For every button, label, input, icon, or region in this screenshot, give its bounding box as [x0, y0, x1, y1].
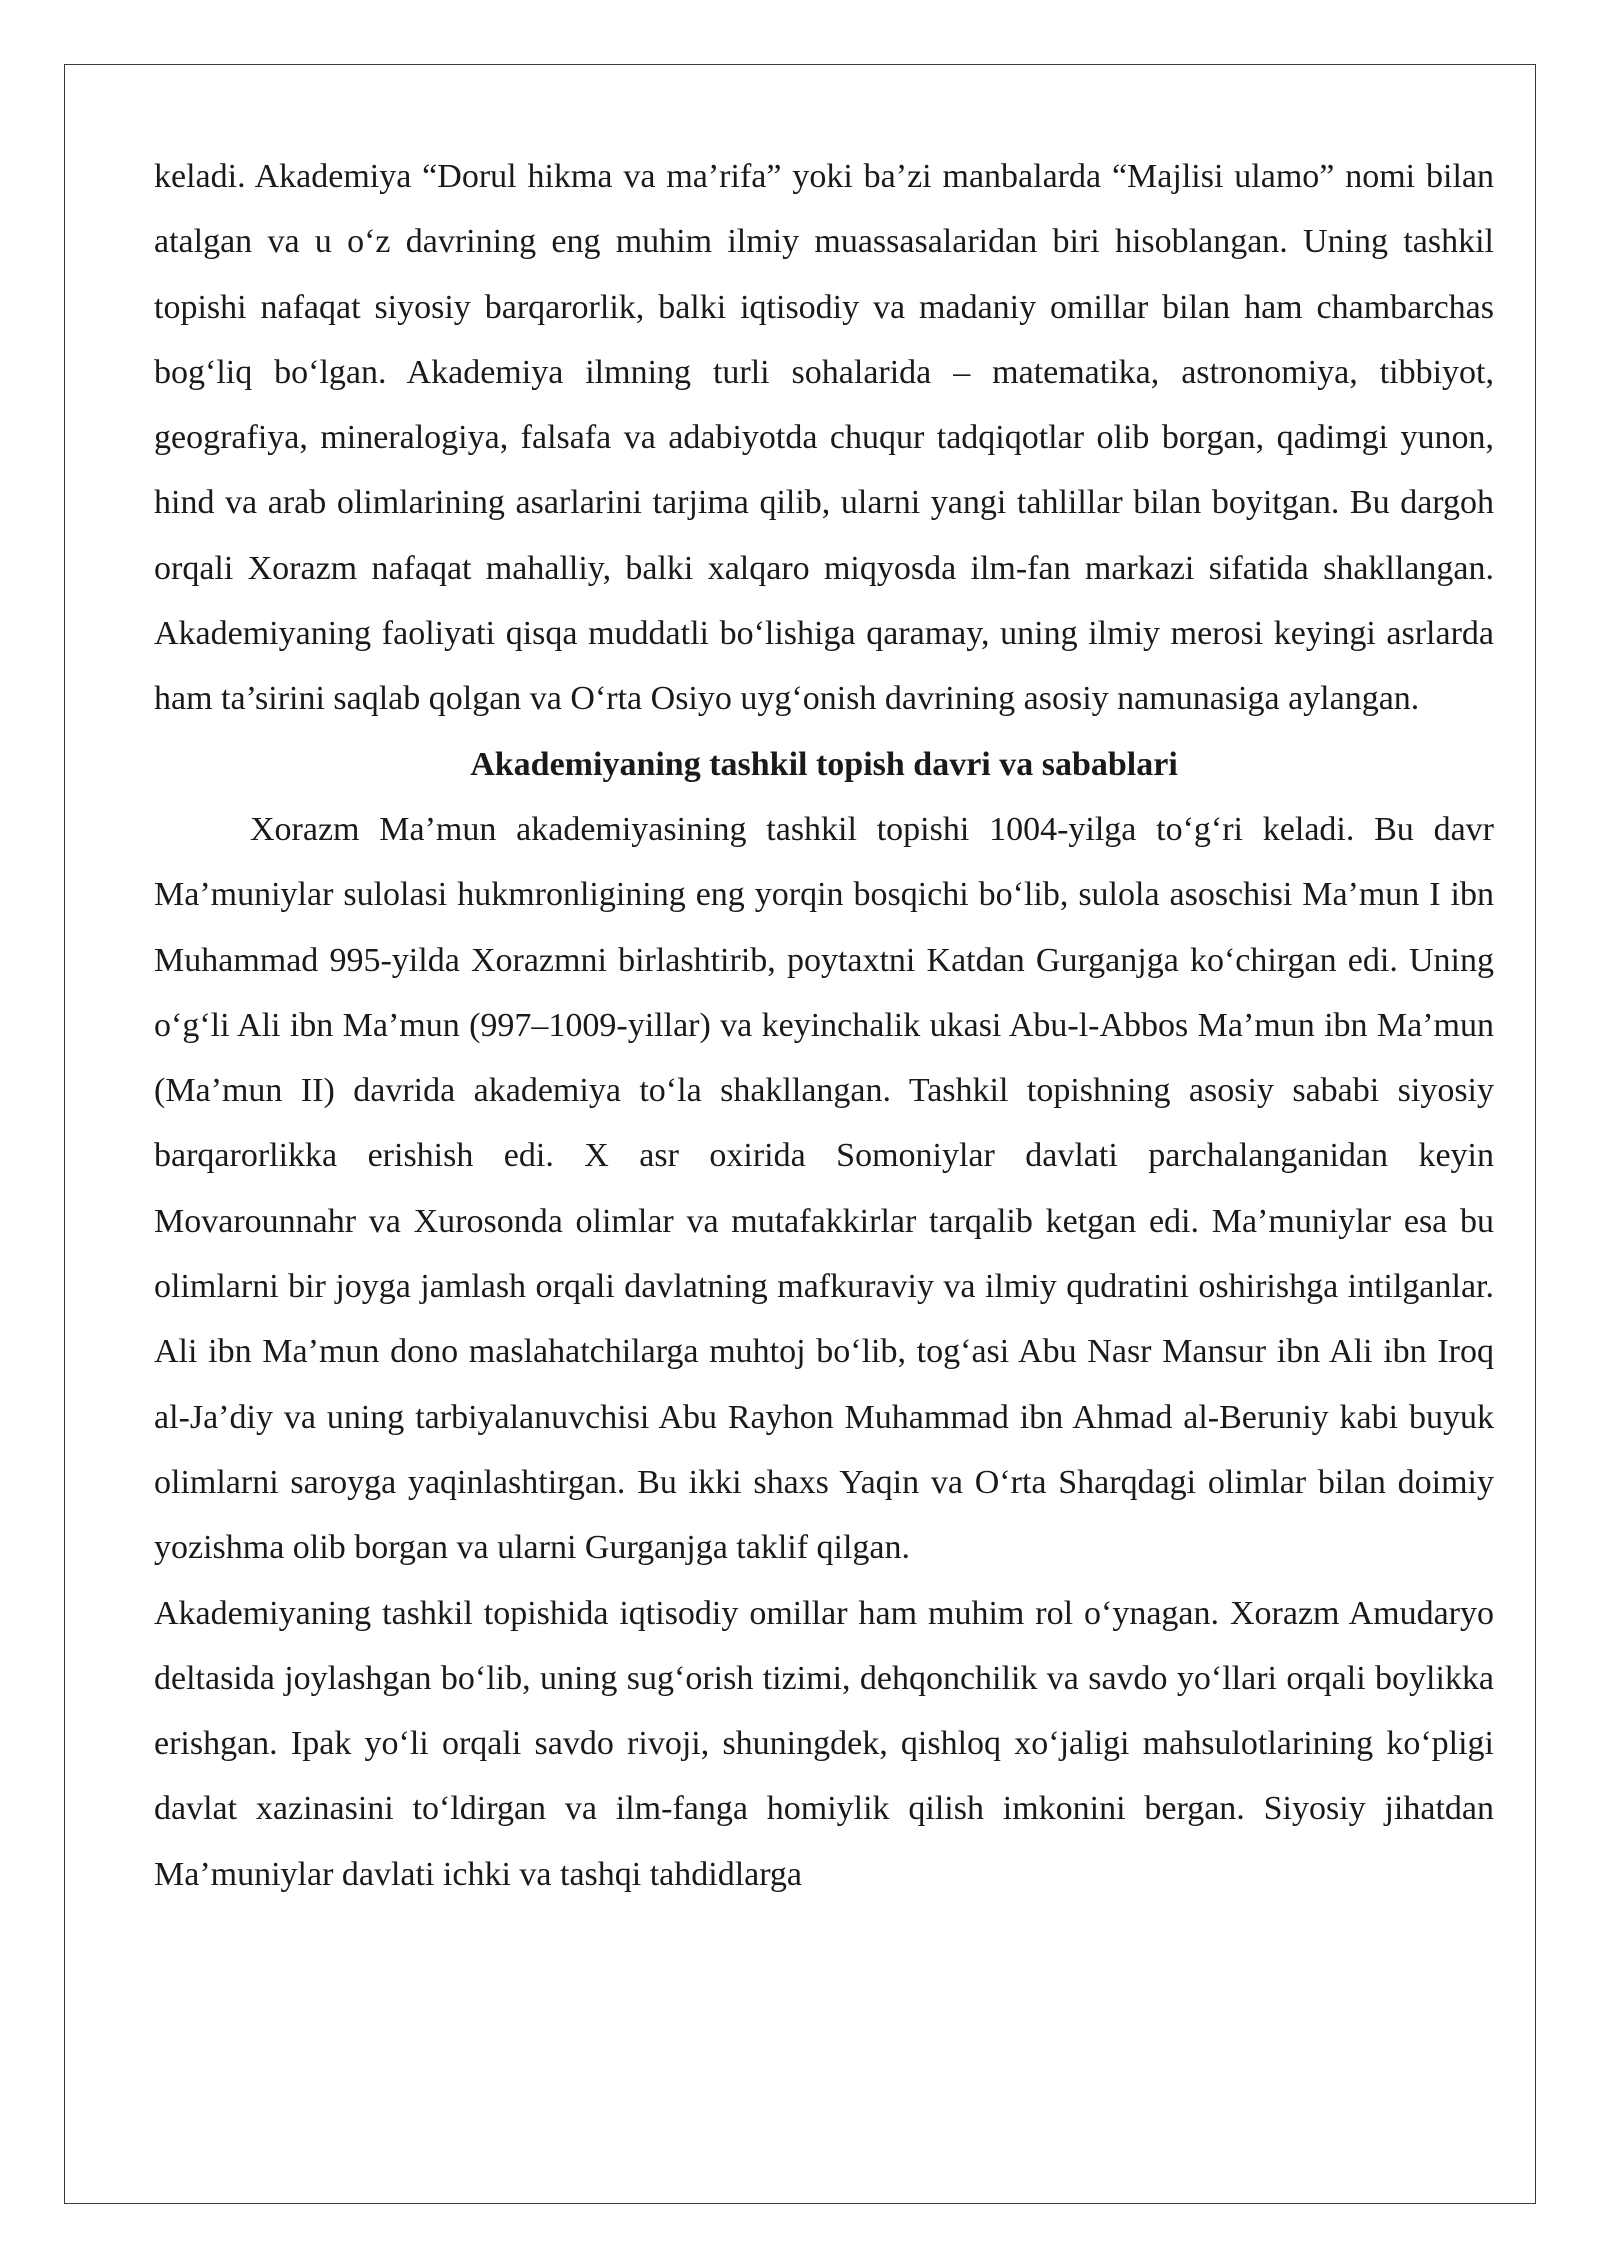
- paragraph-founding: Xorazm Ma’mun akademiyasining tashkil topishi 1004-yilga to‘g‘ri keladi. Bu davr Ma’muniylar sulolasi hukmronligining eng yorqin bosqichi bo‘lib, sulola asoschisi Ma’mun I ibn Muhammad 995-yilda Xorazmni birlashtirib, poytaxtni Katdan Gurganjga ko‘chirgan edi. Uning o‘g‘li Ali ibn Ma’mun (997–1009-yillar) va keyinchalik ukasi Abu-l-Abbos Ma’mun ibn Ma’mun (Ma’mun II) davrida akademiya to‘la shakllangan. Tashkil topishning asosiy sababi siyosiy barqarorlikka erishish edi. X asr oxirida Somoniylar davlati parchalanganidan keyin Movarounnahr va Xurosonda olimlar va mutafakkirlar tarqalib ketgan edi. Ma’muniylar esa bu olimlarni bir joyga jamlash orqali davlatning mafkuraviy va ilmiy qudratini oshirishga intilganlar. Ali ibn Ma’mun dono maslahatchilarga muhtoj bo‘lib, tog‘asi Abu Nasr Mansur ibn Ali ibn Iroq al-Ja’diy va uning tarbiyalanuvchisi Abu Rayhon Muhammad ibn Ahmad al-Beruniy kabi buyuk olimlarni saroyga yaqinlashtirgan. Bu ikki shaxs Yaqin va O‘rta Sharqdagi olimlar bilan doimiy yozishma olib borgan va ularni Gurganjga taklif qilgan.: [154, 810, 1494, 1567]
- section-heading: Akademiyaning tashkil topish davri va sabablari: [470, 745, 1178, 783]
- paragraph-economic-factors: Akademiyaning tashkil topishida iqtisodiy omillar ham muhim rol o‘ynagan. Xorazm Amudaryo deltasida joylashgan bo‘lib, uning sug‘orish tizimi, dehqonchilik va savdo yo‘llari orqali boylikka erishgan. Ipak yo‘li orqali savdo rivoji, shuningdek, qishloq xo‘jaligi mahsulotlarining ko‘pligi davlat xazinasini to‘ldirgan va ilm-fanga homiylik qilish imkonini bergan. Siyosiy jihatdan Ma’muniylar davlati ichki va tashqi tahdidlarga: [154, 1594, 1494, 1893]
- paragraph-continuation: keladi. Akademiya “Dorul hikma va ma’rifa” yoki ba’zi manbalarda “Majlisi ulamo” nomi bilan atalgan va u o‘z davrining eng muhim ilmiy muassasalaridan biri hisoblangan. Uning tashkil topishi nafaqat siyosiy barqarorlik, balki iqtisodiy va madaniy omillar bilan ham chambarchas bog‘liq bo‘lgan. Akademiya ilmning turli sohalarida – matematika, astronomiya, tibbiyot, geografiya, mineralogiya, falsafa va adabiyotda chuqur tadqiqotlar olib borgan, qadimgi yunon, hind va arab olimlarining asarlarini tarjima qilib, ularni yangi tahlillar bilan boyitgan. Bu dargoh orqali Xorazm nafaqat mahalliy, balki xalqaro miqyosda ilm-fan markazi sifatida shakllangan. Akademiyaning faoliyati qisqa muddatli bo‘lishiga qaramay, uning ilmiy merosi keyingi asrlarda ham ta’sirini saqlab qolgan va O‘rta Osiyo uyg‘onish davrining asosiy namunasiga aylangan.: [154, 158, 1494, 718]
- page-body: [154, 144, 1494, 1907]
